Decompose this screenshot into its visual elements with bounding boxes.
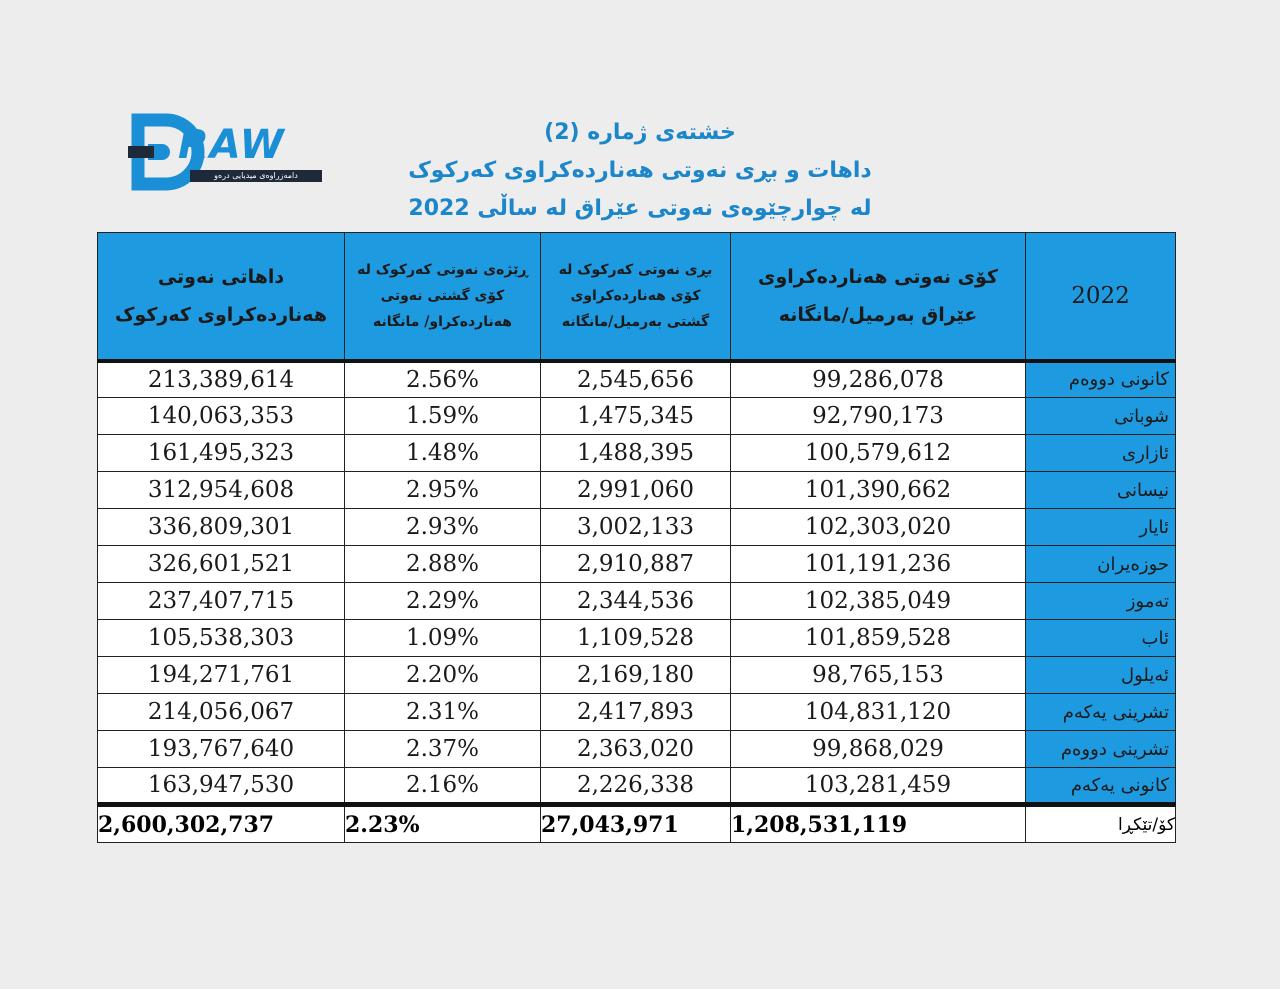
table-row [98,398,1176,435]
cell-revenue: 237,407,715 [98,583,345,620]
cell-revenue: 312,954,608 [98,472,345,509]
cell-ratio: 2.20% [345,657,541,694]
table-row [98,435,1176,472]
cell-month: تشرینی دووەم [1026,731,1176,768]
cell-iraq: 99,286,078 [731,361,1026,398]
cell-ratio: 2.88% [345,546,541,583]
table-row [98,694,1176,731]
cell-month: ئاب [1026,620,1176,657]
header-year: 2022 [1026,233,1176,361]
cell-revenue: 163,947,530 [98,768,345,805]
cell-ratio: 2.56% [345,361,541,398]
header-revenue: داهاتی نەوتی هەناردەکراوی کەرکوک [98,233,345,361]
table-body [98,361,1176,805]
cell-iraq: 92,790,173 [731,398,1026,435]
cell-kirkuk: 1,109,528 [541,620,731,657]
total-row [98,805,1176,843]
table-row [98,472,1176,509]
table-title [300,114,980,228]
cell-kirkuk: 1,488,395 [541,435,731,472]
cell-revenue: 326,601,521 [98,546,345,583]
table-row [98,768,1176,805]
cell-month: ئازاری [1026,435,1176,472]
cell-ratio: 2.31% [345,694,541,731]
cell-month: شوباتی [1026,398,1176,435]
cell-kirkuk: 2,910,887 [541,546,731,583]
cell-month: ئەیلول [1026,657,1176,694]
total-revenue: 2,600,302,737 [98,805,345,843]
logo-tagline: دامەزراوەی میدیایی درەو [190,170,322,182]
cell-kirkuk: 1,475,345 [541,398,731,435]
cell-iraq: 99,868,029 [731,731,1026,768]
header-ratio: ڕێژەی نەوتی کەرکوک لە کۆی گشتی نەوتی هەناردەکراو/ مانگانە [345,233,541,361]
table-row [98,731,1176,768]
header-kirkuk-barrels: بڕی نەوتی کەرکوک لە کۆی هەناردەکراوی گشتی بەرمیل/مانگانە [541,233,731,361]
cell-ratio: 2.95% [345,472,541,509]
cell-kirkuk: 2,417,893 [541,694,731,731]
cell-iraq: 100,579,612 [731,435,1026,472]
total-kirkuk: 27,043,971 [541,805,731,843]
cell-kirkuk: 2,363,020 [541,731,731,768]
cell-revenue: 213,389,614 [98,361,345,398]
cell-iraq: 101,859,528 [731,620,1026,657]
cell-ratio: 2.93% [345,509,541,546]
table-row [98,546,1176,583]
cell-kirkuk: 2,991,060 [541,472,731,509]
cell-kirkuk: 2,169,180 [541,657,731,694]
table-row [98,509,1176,546]
cell-month: تەموز [1026,583,1176,620]
title-line-3: لە چوارچێوەی نەوتی عێراق لە ساڵی 2022 [408,196,872,221]
cell-month: ئایار [1026,509,1176,546]
cell-revenue: 193,767,640 [98,731,345,768]
logo-wordmark: RAW [178,122,285,168]
cell-revenue: 161,495,323 [98,435,345,472]
cell-ratio: 2.29% [345,583,541,620]
cell-revenue: 140,063,353 [98,398,345,435]
table-row [98,620,1176,657]
cell-revenue: 194,271,761 [98,657,345,694]
cell-ratio: 1.48% [345,435,541,472]
total-iraq: 1,208,531,119 [731,805,1026,843]
table-row [98,361,1176,398]
cell-month: کانونی دووەم [1026,361,1176,398]
cell-revenue: 336,809,301 [98,509,345,546]
cell-iraq: 101,191,236 [731,546,1026,583]
oil-export-table [97,232,1176,843]
cell-month: کانونی یەکەم [1026,768,1176,805]
cell-kirkuk: 2,344,536 [541,583,731,620]
cell-iraq: 102,385,049 [731,583,1026,620]
cell-month: حوزەیران [1026,546,1176,583]
table-row [98,583,1176,620]
cell-iraq: 103,281,459 [731,768,1026,805]
title-line-2: داهات و بڕی نەوتی هەناردەکراوی کەرکوک [408,158,872,183]
cell-ratio: 2.37% [345,731,541,768]
header-row [98,233,1176,361]
total-ratio: 2.23% [345,805,541,843]
cell-iraq: 98,765,153 [731,657,1026,694]
cell-month: تشرینی یەکەم [1026,694,1176,731]
header-iraq-barrels: کۆی نەوتی هەناردەکراوی عێراق بەرمیل/مانگانە [731,233,1026,361]
cell-month: نیسانی [1026,472,1176,509]
total-label: کۆ/تێکڕا [1026,805,1176,843]
cell-ratio: 1.09% [345,620,541,657]
cell-kirkuk: 2,226,338 [541,768,731,805]
cell-ratio: 1.59% [345,398,541,435]
cell-revenue: 214,056,067 [98,694,345,731]
title-line-1: خشتەی ژمارە (2) [544,120,736,145]
cell-kirkuk: 3,002,133 [541,509,731,546]
cell-ratio: 2.16% [345,768,541,805]
cell-iraq: 102,303,020 [731,509,1026,546]
cell-iraq: 104,831,120 [731,694,1026,731]
table-row [98,657,1176,694]
cell-revenue: 105,538,303 [98,620,345,657]
cell-kirkuk: 2,545,656 [541,361,731,398]
cell-iraq: 101,390,662 [731,472,1026,509]
